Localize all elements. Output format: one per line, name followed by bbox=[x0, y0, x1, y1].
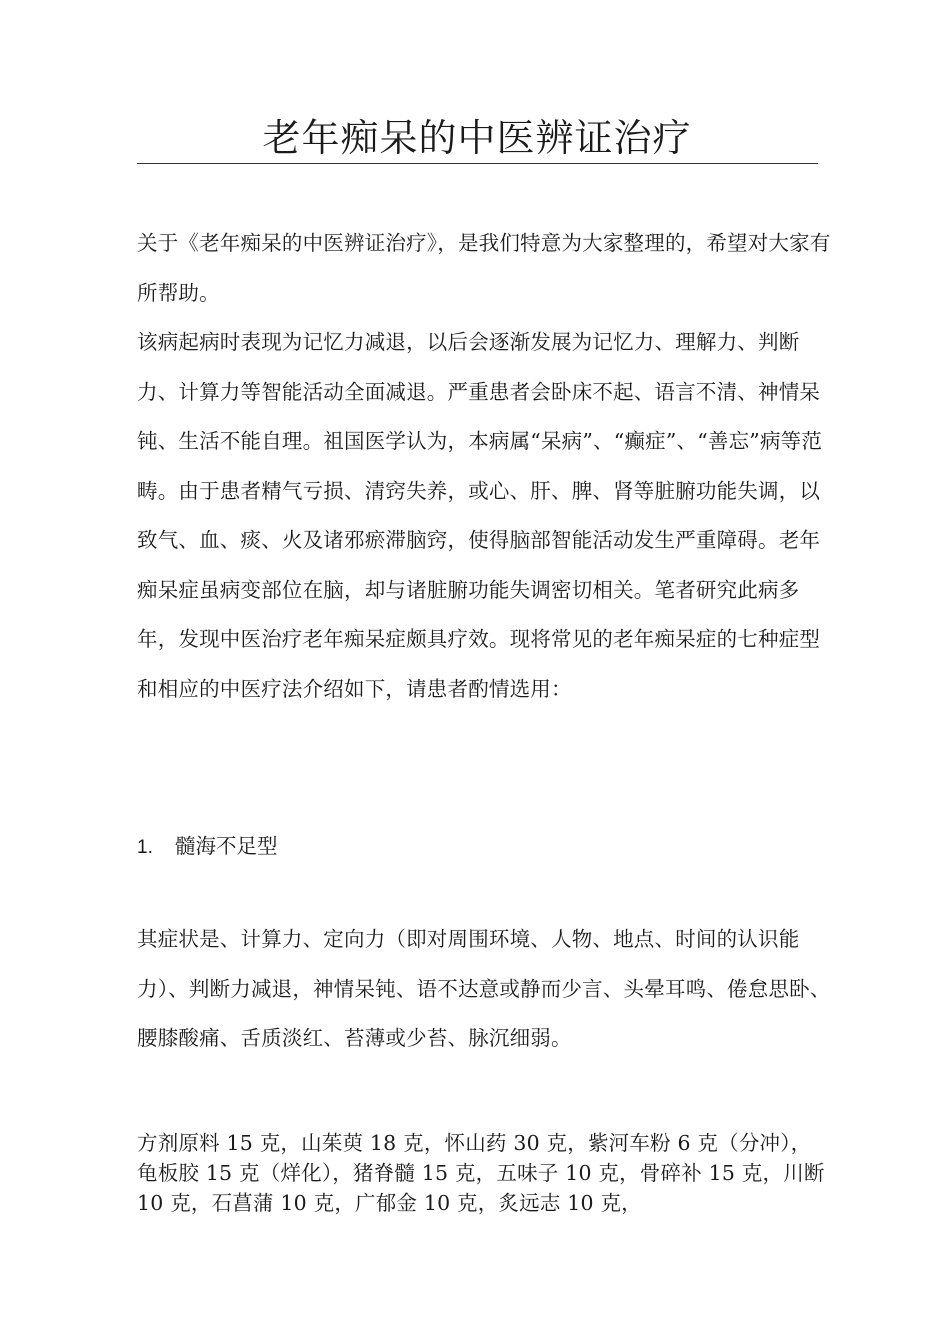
overview-paragraph: 该病起病时表现为记忆力减退，以后会逐渐发展为记忆力、理解力、判断力、计算力等智能活动全面减退。严重患者会卧床不起、语言不清、神情呆钝、生活不能自理。祖国医学认为，本病属“呆病”、“癫症”、“善忘”病等范畴。由于患者精气亏损、清窍失养，或心、肝、脾、肾等脏腑功能失调，以致气、血、痰、火及诸邪瘀滞脑窍，使得脑部智能活动发生严重障碍。老年痴呆症虽病变部位在脑，却与诸脏腑功能失调密切相关。笔者研究此病多年，发现中医治疗老年痴呆症颇具疗效。现将常见的老年痴呆症的七种症型和相应的中医疗法介绍如下，请患者酌情选用： bbox=[137, 330, 823, 701]
section-heading-text: 髓海不足型 bbox=[175, 834, 278, 858]
title-underline bbox=[137, 163, 818, 164]
document-title: 老年痴呆的中医辨证治疗 bbox=[262, 116, 692, 160]
symptoms-paragraph: 其症状是、计算力、定向力（即对周围环境、人物、地点、时间的认识能力）、判断力减退，神情呆钝、语不达意或静而少言、头晕耳鸣、倦怠思卧、腰膝酸痛、舌质淡红、苔薄或少苔、脉沉细弱。 bbox=[137, 927, 831, 1050]
formula-paragraph: 方剂原料 15 克，山茱萸 18 克，怀山药 30 克，紫河车粉 6 克（分冲），龟板胶 15 克（烊化），猪脊髓 15 克，五味子 10 克，骨碎补 15 克，川断 10 克，石菖蒲 10 克，广郁金 10 克，炙远志 10 克， bbox=[137, 1131, 825, 1215]
section-number: 1. bbox=[137, 837, 153, 858]
intro-paragraph: 关于《老年痴呆的中医辨证治疗》，是我们特意为大家整理的，希望对大家有所帮助。 bbox=[137, 231, 831, 305]
section-heading bbox=[137, 822, 537, 873]
